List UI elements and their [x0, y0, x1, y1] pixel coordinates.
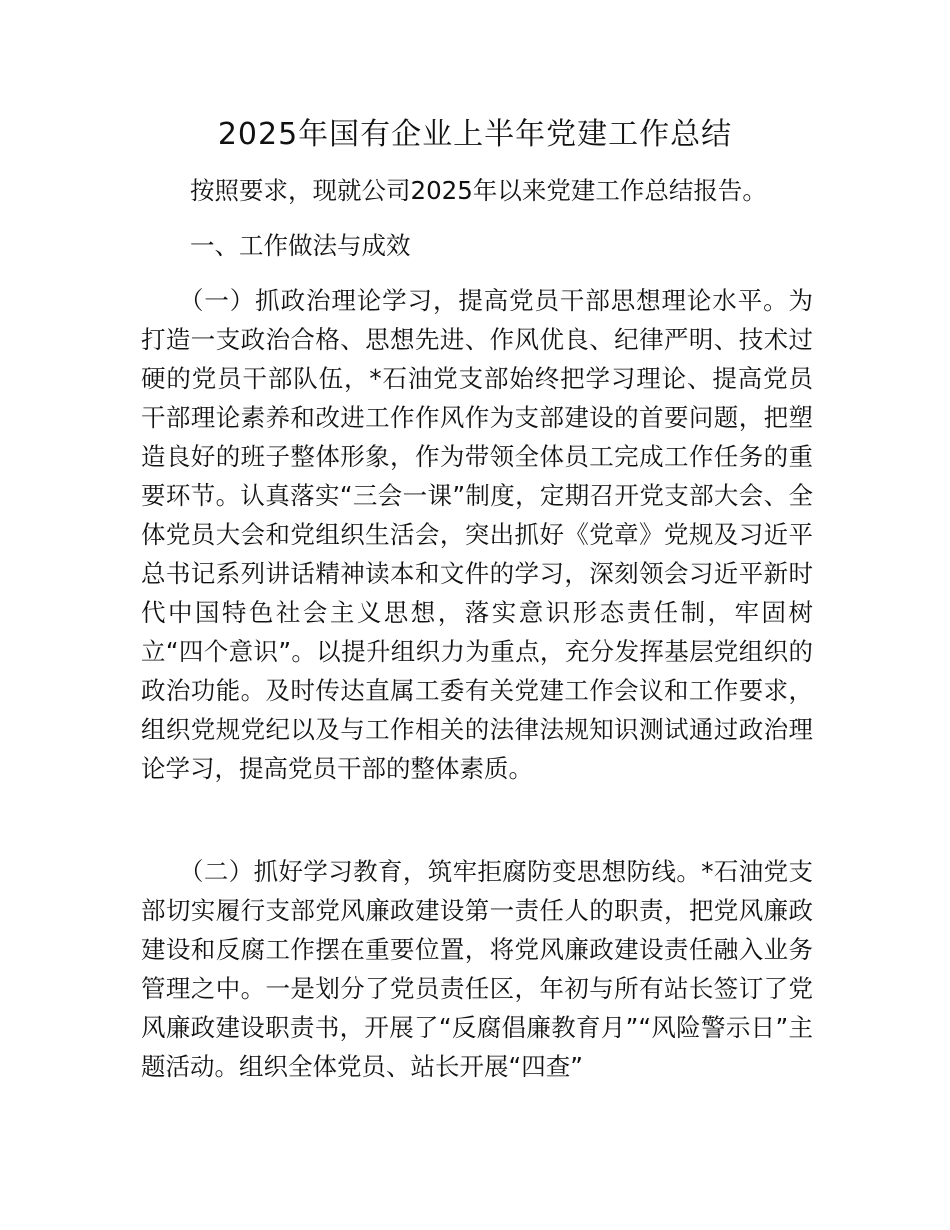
document-title: 2025年国有企业上半年党建工作总结 [217, 117, 733, 152]
body-paragraph: （一）抓政治理论学习，提高党员干部思想理论水平。为打造一支政治合格、思想先进、作风优良、纪律严明、技术过硬的党员干部队伍，*石油党支部始终把学习理论、提高党员干部理论素养和改进工作作风作为支部建设的首要问题，把塑造良好的班子整体形象，作为带领全体员工完成工作任务的重要环节。认真落实“三会一课”制度，定期召开党支部大会、全体党员大会和党组织生活会，突出抓好《党章》党规及习近平总书记系列讲话精神读本和文件的学习，深刻领会习近平新时代中国特色社会主义思想，落实意识形态责任制，牢固树立“四个意识”。以提升组织力为重点，充分发挥基层党组织的政治功能。及时传达直属工委有关党建工作会议和工作要求，组织党规党纪以及与工作相关的法律法规知识测试通过政治理论学习，提高党员干部的整体素质。 [141, 286, 813, 783]
section-heading: 一、工作做法与成效 [190, 231, 411, 260]
intro-paragraph: 按照要求，现就公司2025年以来党建工作总结报告。 [190, 176, 767, 205]
body-paragraph: （二）抓好学习教育，筑牢拒腐防变思想防线。*石油党支部切实履行支部党风廉政建设第一责任人的职责，把党风廉政建设和反腐工作摆在重要位置，将党风廉政建设责任融入业务管理之中。一是划分了党员责任区，年初与所有站长签订了党风廉政建设职责书，开展了“反腐倡廉教育月”“风险警示日”主题活动。组织全体党员、站长开展“四查” [141, 857, 813, 1081]
